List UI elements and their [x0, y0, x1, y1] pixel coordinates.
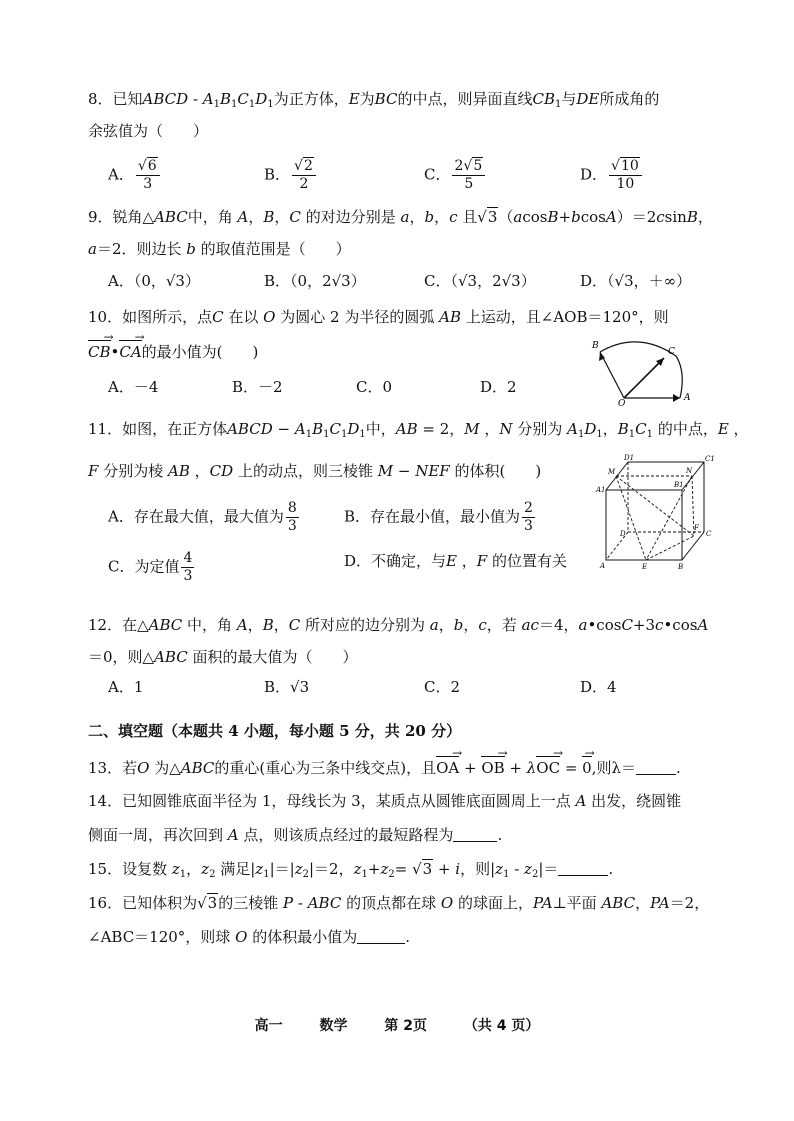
q9-option-a[interactable]: A．（0，√3）	[108, 272, 200, 290]
q10-line2: CB →•CA →的最小值为( )	[88, 340, 258, 363]
footer-page: 第 2页	[384, 1018, 427, 1034]
q8-option-d[interactable]: D． $\frac{√10}{10}$	[580, 158, 644, 193]
q11-line2: F 分别为棱 AB ，CD 上的动点，则三棱锥 M − NEF 的体积( )	[88, 462, 542, 480]
q11-cube-figure	[594, 452, 718, 572]
q12-line1: 12．在△ABC 中，角 A，B，C 所对应的边分别为 a，b，c，若 ac＝4，a•cosC+3c•cosA	[88, 616, 709, 634]
q10-option-a[interactable]: A．－4	[108, 378, 159, 396]
q16-line2: ∠ABC＝120°，则球 O 的体积最小值为 .	[88, 928, 410, 946]
q8-line1: 8．已知ABCD - $A_1B_1C_1D_1$为正方体，E为BC的中点，则异面直线$CB_1$与DE所成角的	[88, 90, 660, 110]
q11-label-n: N	[686, 467, 693, 475]
q12-option-c[interactable]: C．2	[424, 678, 461, 696]
footer-grade: 高一	[254, 1018, 283, 1034]
q11-label-c1: C1	[705, 455, 715, 463]
q11-label-b: B	[678, 563, 684, 571]
q8-line2: 余弦值为（ ）	[88, 122, 209, 140]
footer-total: （共 4 页）	[463, 1018, 540, 1034]
q9-line1: 9．锐角△ABC中，角 A，B，C 的对边分别是 a，b，c 且√3（acosB+bcosA）＝2csinB，	[88, 208, 713, 226]
q11-option-b[interactable]: B．存在最小值，最小值为 $\frac{2}{3}$	[344, 500, 533, 534]
q11-label-a1: A1	[596, 486, 606, 494]
q10-ob-segment	[600, 352, 624, 398]
q8-option-a[interactable]: A． $\frac{√6}{3}$	[108, 158, 162, 193]
section-heading-fill-in: 二、填空题（本题共 4 小题，每小题 5 分，共 20 分）	[88, 722, 462, 740]
q10-option-d[interactable]: D．2	[480, 378, 517, 396]
q10-option-b[interactable]: B．－2	[232, 378, 283, 396]
q11-label-f: F	[694, 524, 699, 532]
q11-label-a: A	[600, 562, 606, 570]
q11-label-c: C	[706, 530, 712, 538]
q12-option-b[interactable]: B．√3	[264, 678, 310, 696]
q13-answer-blank[interactable]	[636, 774, 676, 775]
q12-option-d[interactable]: D．4	[580, 678, 617, 696]
q10-line1: 10．如图所示，点C 在以 O 为圆心 2 为半径的圆弧 AB 上运动，且∠AOB＝120°，则	[88, 308, 669, 326]
q12-line2: ＝0，则△ABC 面积的最大值为（ ）	[88, 648, 358, 666]
q11-option-c[interactable]: C．为定值 $\frac{4}{3}$	[108, 550, 193, 584]
q16-answer-blank[interactable]	[357, 943, 405, 944]
q8-option-b[interactable]: B． $\frac{√2}{2}$	[264, 158, 318, 193]
q11-label-m: M	[608, 468, 616, 476]
q10-option-c[interactable]: C．0	[356, 378, 393, 396]
q14-answer-blank[interactable]	[453, 841, 497, 842]
q12-option-a[interactable]: A．1	[108, 678, 144, 696]
footer-subject: 数学	[319, 1018, 348, 1034]
page-footer	[0, 1015, 794, 1035]
q15-line: 15．设复数 $z_1$，$z_2$ 满足$|z_1|=|z_2|=2$，$z_1+z_2= √3 + i$，则$|z_1 - z_2|=$ .	[88, 860, 614, 880]
q13-line: 13．若O 为△ABC的重心(重心为三条中线交点)，且OA → + OB → + λOC → = 0 →,则λ＝ .	[88, 756, 681, 779]
q14-line2: 侧面一周，再次回到 A 点，则该质点经过的最短路程为 .	[88, 826, 503, 844]
q9-option-c[interactable]: C．（√3，2√3）	[424, 272, 536, 290]
q10-label-a: A	[684, 393, 691, 403]
q14-line1: 14．已知圆锥底面半径为 1，母线长为 3，某质点从圆锥底面圆周上一点 A 出发，绕圆锥	[88, 792, 682, 810]
q11-label-b1: B1	[674, 481, 684, 489]
q10-arc-figure	[588, 336, 698, 406]
q9-option-b[interactable]: B．（0，2√3）	[264, 272, 366, 290]
q10-label-o: O	[618, 399, 626, 406]
q10-oc-vector	[624, 358, 664, 398]
q11-label-e: E	[642, 563, 648, 571]
q11-option-a[interactable]: A．存在最大值，最大值为 $\frac{8}{3}$	[108, 500, 297, 534]
q9-line2: a＝2．则边长 b 的取值范围是（ ）	[88, 240, 351, 258]
q11-option-d[interactable]: D．不确定，与E ，F 的位置有关	[344, 552, 567, 570]
q10-label-b: B	[592, 341, 599, 351]
q11-label-d: D	[620, 530, 626, 538]
q10-label-c: C	[668, 347, 675, 357]
q11-label-d1: D1	[624, 454, 635, 462]
q11-line1: 11．如图，在正方体ABCD − $A_1B_1C_1D_1$中，AB = 2，M ，N 分别为 $A_1D_1$，$B_1C_1$ 的中点，E ，	[88, 420, 749, 440]
q16-line1: 16．已知体积为√3的三棱锥 P - ABC 的顶点都在球 O 的球面上，PA⊥平面 ABC，PA＝2，	[88, 894, 710, 912]
q15-answer-blank[interactable]	[558, 875, 608, 876]
q9-option-d[interactable]: D．（√3，＋∞）	[580, 272, 692, 290]
q8-option-c[interactable]: C． $\frac{2√5}{5}$	[424, 158, 487, 193]
